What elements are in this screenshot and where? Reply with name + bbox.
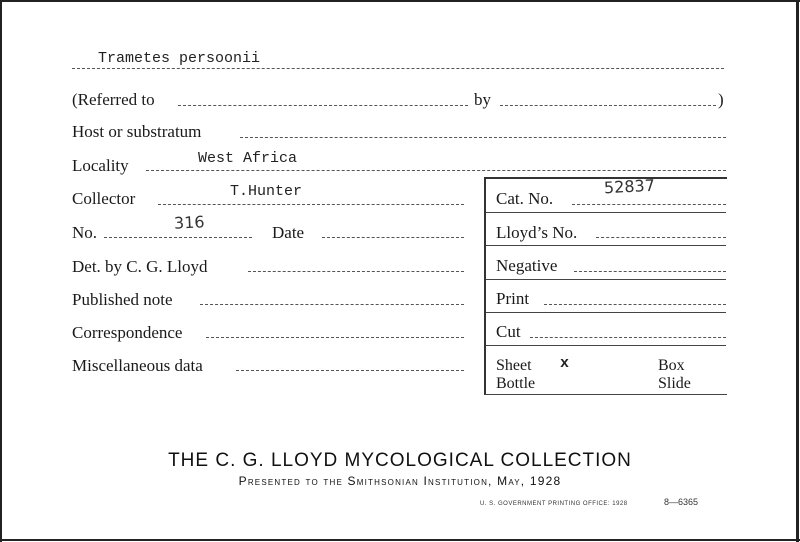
correspondence-line bbox=[206, 337, 464, 338]
catalog-box-divider-2 bbox=[486, 245, 726, 246]
form-number: 8—6365 bbox=[664, 497, 699, 507]
collection-title: THE C. G. LLOYD MYCOLOGICAL COLLECTION bbox=[168, 450, 632, 471]
det-by-label: Det. by C. G. Lloyd bbox=[72, 257, 208, 276]
sheet-mark: x bbox=[560, 355, 570, 372]
slide-label: Slide bbox=[658, 375, 691, 392]
no-label: No. bbox=[72, 223, 98, 242]
cat-no-label: Cat. No. bbox=[496, 189, 554, 208]
cut-line bbox=[530, 337, 726, 338]
locality-label: Locality bbox=[72, 156, 129, 175]
catalog-box-divider-4 bbox=[486, 312, 726, 313]
no-line bbox=[104, 237, 252, 238]
collector-value: T.Hunter bbox=[230, 183, 303, 200]
cat-no-value: 52837 bbox=[603, 175, 656, 198]
collection-subtitle: Presented to the Smithsonian Institution, May, 1928 bbox=[238, 474, 562, 488]
correspondence-label: Correspondence bbox=[72, 323, 183, 342]
print-label: Print bbox=[496, 289, 530, 308]
catalog-box-left bbox=[484, 177, 486, 395]
published-note-label: Published note bbox=[72, 290, 173, 309]
box-label: Box bbox=[658, 357, 685, 374]
cat-no-line bbox=[572, 204, 726, 205]
misc-line bbox=[236, 370, 464, 371]
close-paren: ) bbox=[718, 90, 724, 109]
host-label: Host or substratum bbox=[72, 122, 202, 141]
card-border-bottom bbox=[0, 539, 800, 541]
negative-label: Negative bbox=[496, 256, 558, 275]
locality-value: West Africa bbox=[198, 150, 298, 167]
published-note-line bbox=[200, 304, 464, 305]
locality-line bbox=[146, 170, 726, 171]
by-line bbox=[500, 105, 716, 106]
referred-to-line bbox=[178, 105, 468, 106]
sheet-label: Sheet bbox=[496, 357, 532, 374]
print-line bbox=[544, 304, 726, 305]
specimen-name: Trametes persoonii bbox=[98, 50, 261, 67]
lloyds-no-label: Lloyd’s No. bbox=[496, 223, 578, 242]
misc-label: Miscellaneous data bbox=[72, 356, 203, 375]
referred-to-label: (Referred to bbox=[72, 90, 155, 109]
det-by-line bbox=[248, 271, 464, 272]
catalog-box-divider-1 bbox=[486, 212, 726, 213]
printer-imprint: U. S. GOVERNMENT PRINTING OFFICE: 1928 bbox=[480, 501, 628, 507]
number-value: 316 bbox=[173, 212, 205, 233]
date-line bbox=[322, 237, 464, 238]
catalog-box-bottom bbox=[484, 394, 727, 395]
host-line bbox=[240, 137, 726, 138]
cut-label: Cut bbox=[496, 322, 521, 341]
date-label: Date bbox=[272, 223, 305, 242]
specimen-name-line bbox=[72, 68, 724, 69]
catalog-box-divider-5 bbox=[486, 345, 726, 346]
card-border-top bbox=[0, 0, 800, 2]
collector-line bbox=[158, 204, 464, 205]
negative-line bbox=[574, 271, 726, 272]
bottle-label: Bottle bbox=[496, 375, 536, 392]
by-label: by bbox=[474, 90, 491, 109]
lloyds-no-line bbox=[596, 237, 726, 238]
catalog-box-divider-3 bbox=[486, 279, 726, 280]
collector-label: Collector bbox=[72, 189, 136, 208]
